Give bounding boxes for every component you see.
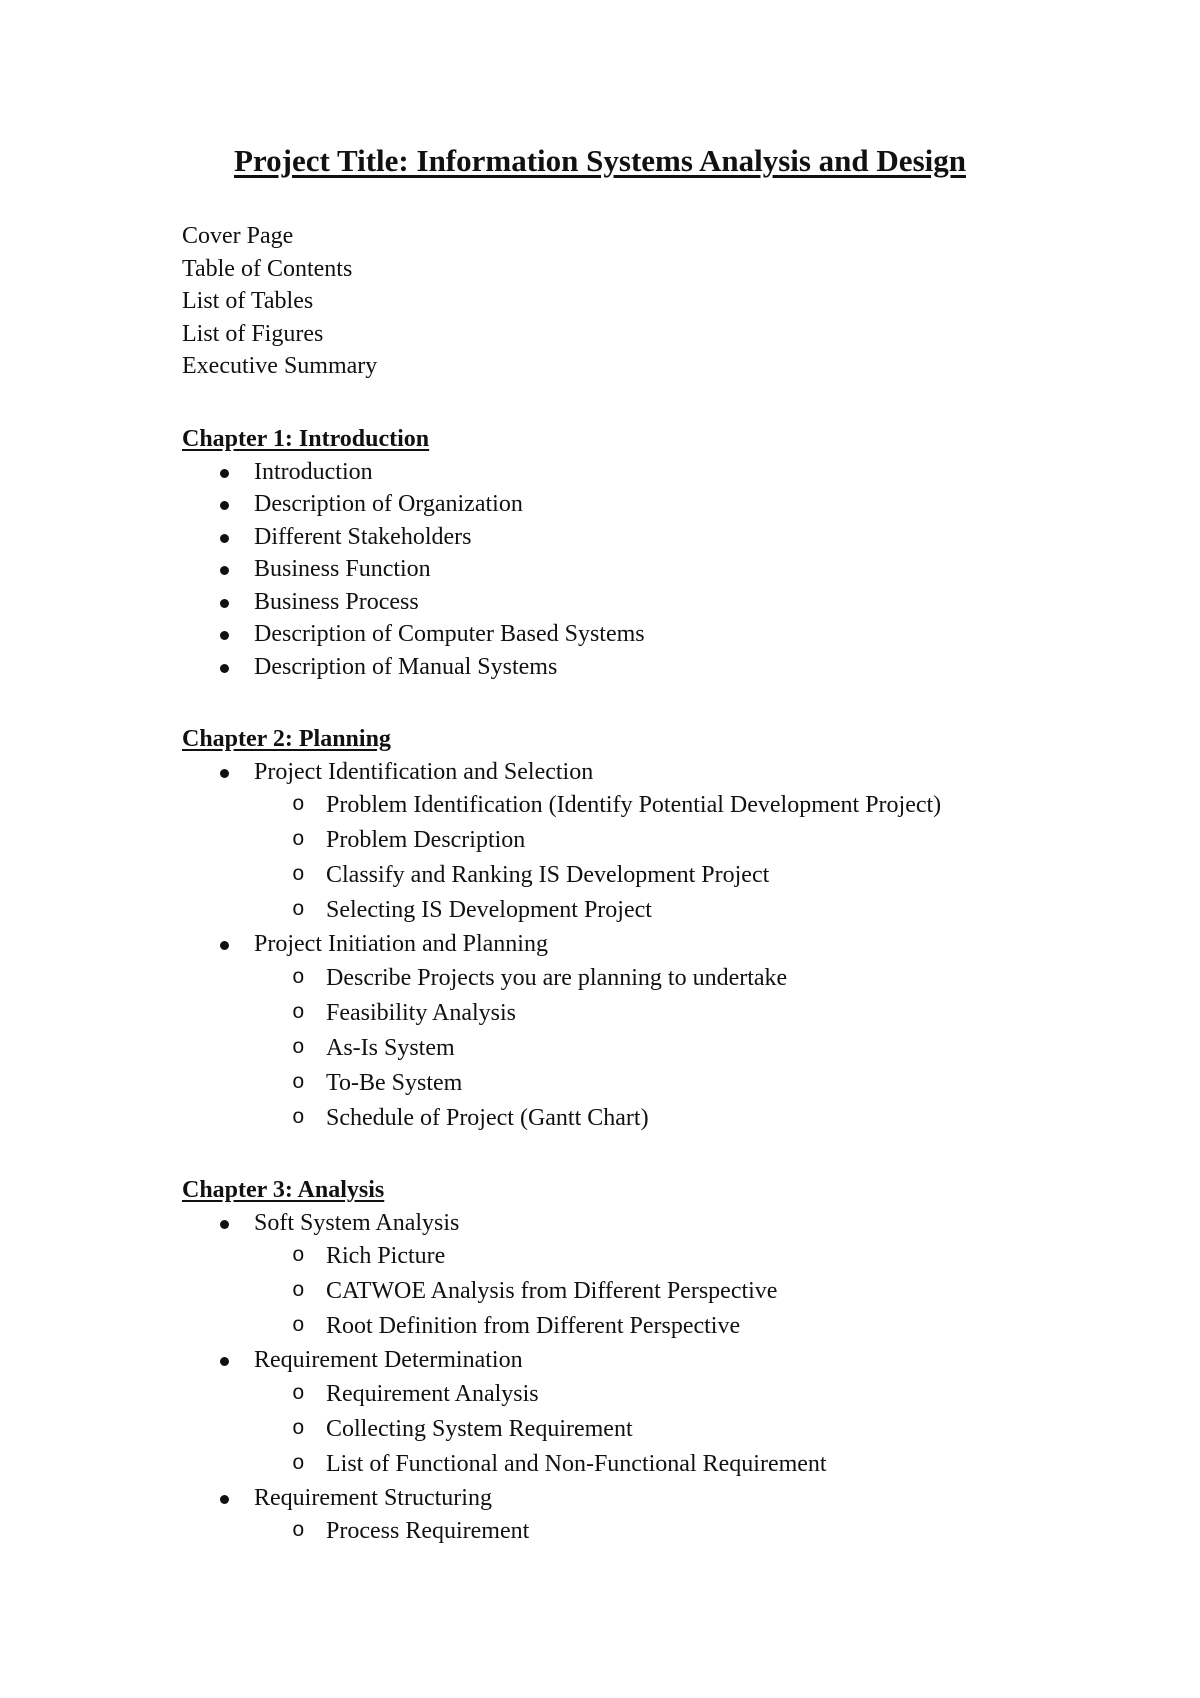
list-item	[182, 553, 1162, 586]
list-item	[182, 928, 1162, 1136]
front-matter-item: Cover Page	[182, 223, 294, 249]
sub-list-item: o Classify and Ranking IS Development Project	[254, 858, 1162, 893]
front-matter-item: List of Figures	[182, 320, 324, 347]
sub-list	[254, 961, 1162, 1136]
sub-list-item: o Root Definition from Different Perspective	[254, 1309, 1162, 1344]
sub-list-item: o Requirement Analysis	[254, 1377, 1162, 1412]
front-matter-item: Executive Summary	[182, 353, 378, 379]
sub-list	[254, 1377, 1162, 1482]
list-item	[182, 586, 1162, 619]
chapter-2-list	[182, 756, 1162, 1136]
list-item	[182, 651, 1162, 684]
list-item-label: Description of Computer Based Systems	[254, 618, 1162, 651]
sub-list	[254, 1514, 1162, 1549]
sub-list-item: o To-Be System	[254, 1066, 1162, 1101]
sub-list-item: o Describe Projects you are planning to undertake	[254, 961, 1162, 996]
list-item-label: Project Identification and Selection	[254, 756, 1162, 789]
chapter-1-list	[182, 456, 1162, 684]
list-item	[182, 1344, 1162, 1482]
list-item-label: Business Function	[254, 553, 1162, 586]
list-item	[182, 521, 1162, 554]
chapter-3-section	[182, 1174, 1162, 1549]
list-item-label: Business Process	[254, 586, 1162, 619]
front-matter-item: List of Tables	[182, 288, 314, 314]
list-item-label: Requirement Structuring	[254, 1482, 1162, 1515]
sub-list-item: o Rich Picture	[254, 1239, 1162, 1274]
sub-list-item: o Collecting System Requirement	[254, 1412, 1162, 1447]
list-item	[182, 456, 1162, 489]
list-item-label: Description of Manual Systems	[254, 651, 1162, 684]
sub-list	[254, 788, 1162, 928]
chapter-heading: Chapter 2: Planning	[182, 726, 391, 752]
sub-list-item: o List of Functional and Non-Functional Requirement	[254, 1447, 1162, 1482]
sub-list	[254, 1239, 1162, 1344]
chapter-1-section	[182, 423, 1162, 683]
list-item	[182, 756, 1162, 929]
chapter-3-list	[182, 1207, 1162, 1550]
sub-list-item: o Selecting IS Development Project	[254, 893, 1162, 928]
list-item	[182, 1482, 1162, 1550]
project-title: Project Title: Information Systems Analysis and Design	[234, 143, 966, 178]
list-item-label: Introduction	[254, 456, 1162, 489]
list-item	[182, 1207, 1162, 1345]
list-item-label: Description of Organization	[254, 488, 1162, 521]
sub-list-item: o As-Is System	[254, 1031, 1162, 1066]
chapter-heading: Chapter 3: Analysis	[182, 1177, 385, 1203]
list-item	[182, 618, 1162, 651]
list-item	[182, 488, 1162, 521]
list-item-label: Project Initiation and Planning	[254, 928, 1162, 961]
sub-list-item: o CATWOE Analysis from Different Perspective	[254, 1274, 1162, 1309]
list-item-label: Different Stakeholders	[254, 521, 1162, 554]
sub-list-item: o Process Requirement	[254, 1514, 1162, 1549]
sub-list-item: o Feasibility Analysis	[254, 996, 1162, 1031]
chapter-heading: Chapter 1: Introduction	[182, 426, 430, 452]
sub-list-item: o Problem Description	[254, 823, 1162, 858]
list-item-label: Requirement Determination	[254, 1344, 1162, 1377]
sub-list-item: o Problem Identification (Identify Potential Development Project)	[254, 788, 1162, 823]
front-matter-list	[182, 220, 377, 383]
list-item-label: Soft System Analysis	[254, 1207, 1162, 1240]
chapter-2-section	[182, 723, 1162, 1136]
front-matter-item: Table of Contents	[182, 255, 353, 282]
sub-list-item: o Schedule of Project (Gantt Chart)	[254, 1101, 1162, 1136]
